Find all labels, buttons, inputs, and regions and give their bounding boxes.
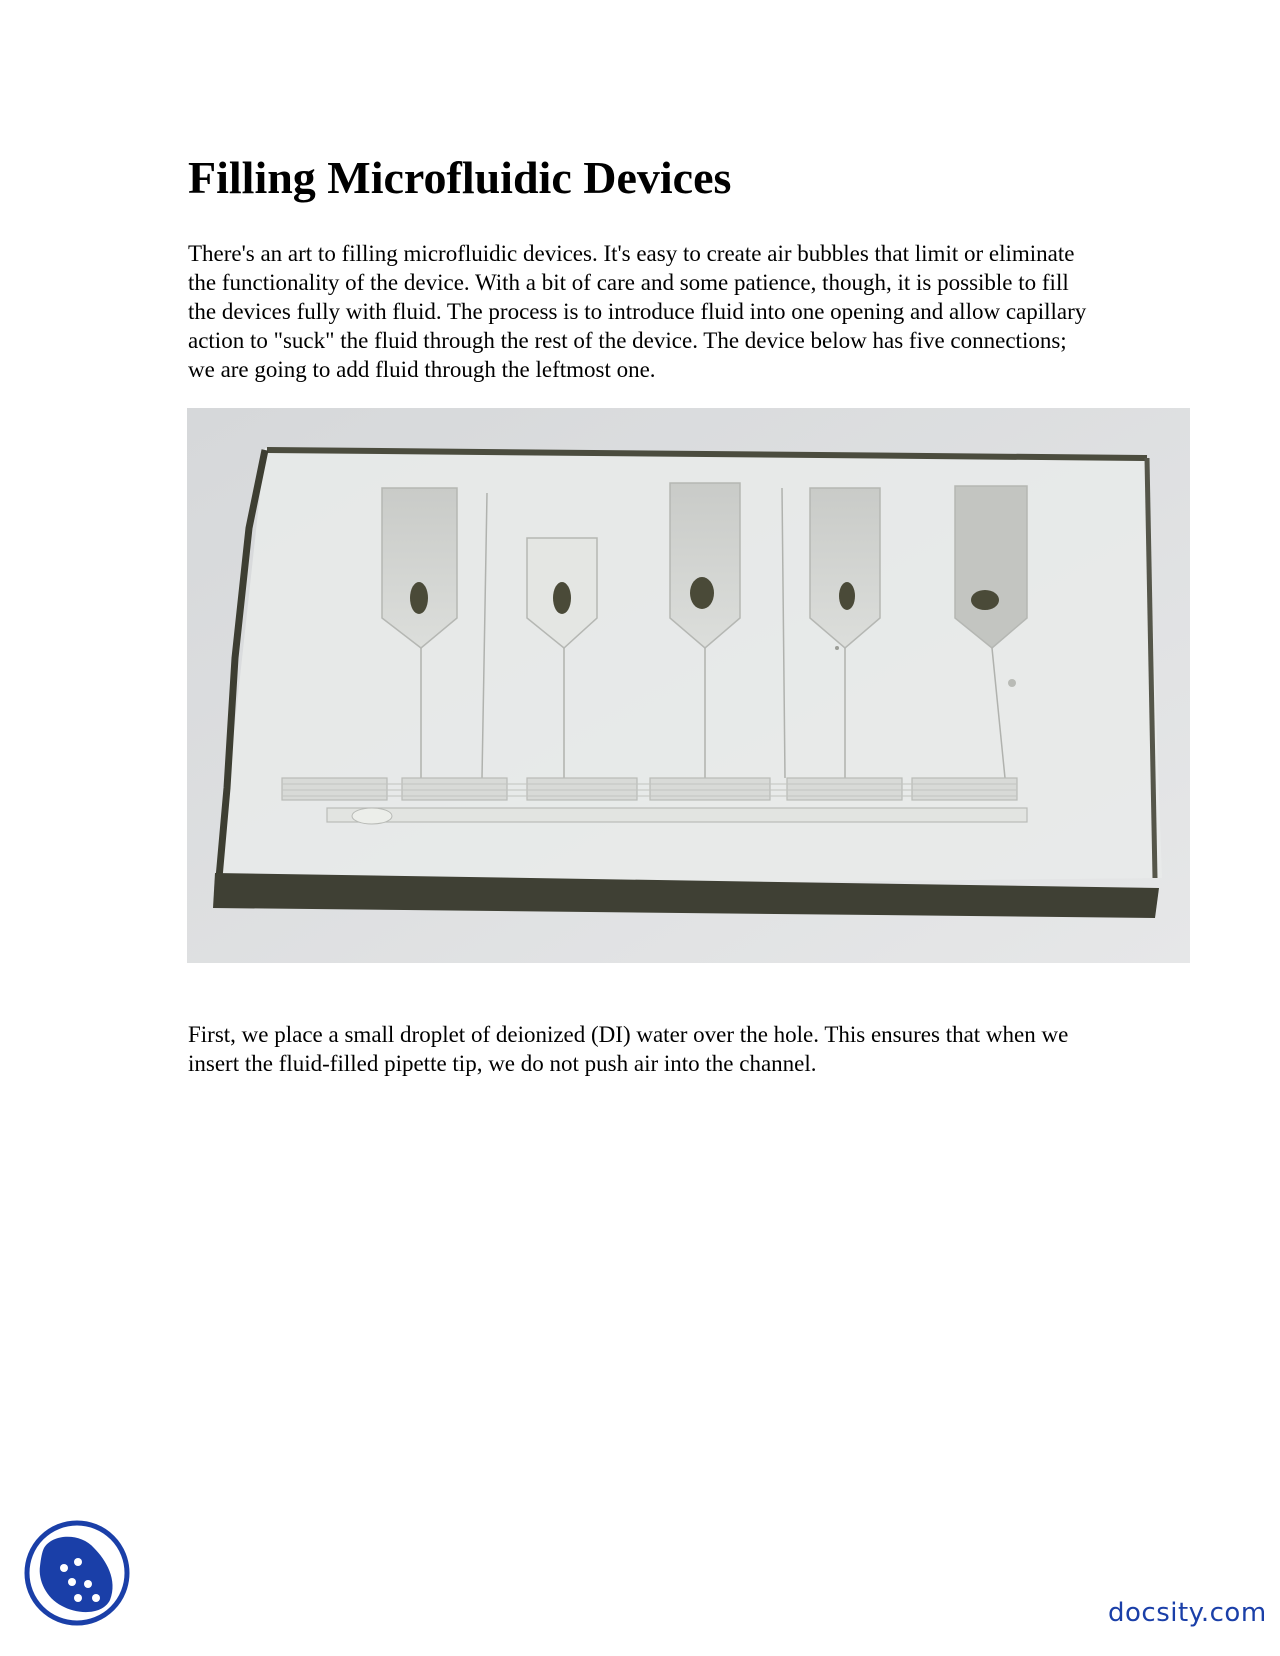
second-paragraph: First, we place a small droplet of deionized (DI) water over the hole. This ensures that when we insert the fluid-filled pipette tip, we do not push air into the channel.: [188, 1022, 1069, 1076]
page-title: Filling Microfluidic Devices: [188, 152, 732, 203]
docsity-logo-icon[interactable]: [22, 1518, 132, 1628]
intro-paragraph: There's an art to filling microfluidic devices. It's easy to create air bubbles that limit or eliminate the functionality of the device. With a bit of care and some patience, though, it is possible to fill the devices fully with fluid. The process is to introduce fluid into one opening and allow capillary action to "suck" the fluid through the rest of the device. The device below has five connections; we are going to add fluid through the leftmost one.: [188, 241, 1087, 382]
microfluidic-device-photo: [187, 408, 1190, 963]
docsity-brand-link[interactable]: docsity.com: [1108, 1598, 1267, 1628]
